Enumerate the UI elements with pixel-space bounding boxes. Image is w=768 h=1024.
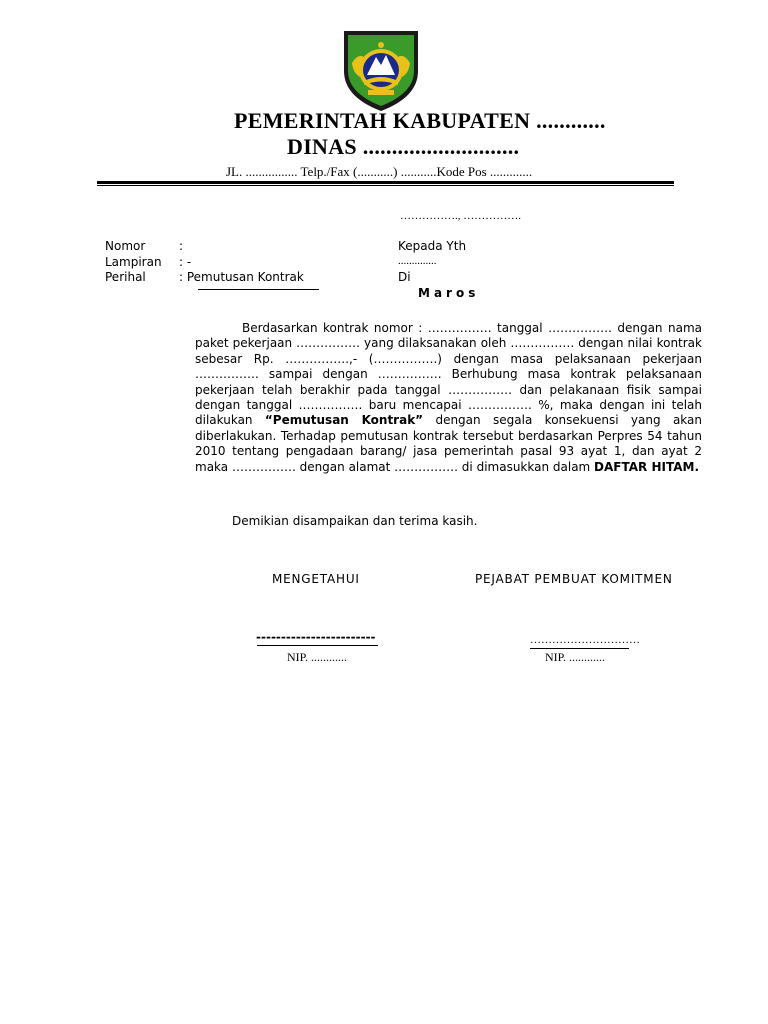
- body-emphasis-termination: “Pemutusan Kontrak”: [264, 413, 424, 428]
- lampiran-label: Lampiran: [105, 255, 162, 269]
- nomor-colon: :: [179, 239, 184, 253]
- signature-right-nip: NIP. ............: [545, 650, 606, 664]
- signature-left-underline: [257, 645, 378, 646]
- letter-date: ……………., …………….: [400, 210, 521, 222]
- recipient-name: ..............: [398, 255, 437, 267]
- letterhead-divider-thin: [97, 185, 674, 186]
- letterhead-title-government: PEMERINTAH KABUPATEN ............: [234, 108, 606, 133]
- body-paragraph: [195, 321, 702, 475]
- signature-left-title: MENGETAHUI: [272, 572, 360, 586]
- recipient-di: Di: [398, 270, 411, 284]
- signature-right-title: PEJABAT PEMBUAT KOMITMEN: [475, 572, 673, 586]
- perihal-value: : Pemutusan Kontrak: [179, 270, 304, 284]
- signature-left-name: ------------------------: [256, 630, 376, 644]
- signature-right-name: …………………………: [530, 634, 640, 646]
- body-text-part2: dengan segala konsekuensi yang akan diberlakukan. Terhadap pemutusan kontrak tersebut berdasarkan Perpres 54 tahun 2010 tentang pengadaan barang/ jasa pemerintah pasal 93 ayat 1, dan ayat 2 maka ……………. dengan alamat ……………. di dimasukkan dalam: [195, 413, 703, 474]
- perihal-underline: [198, 289, 319, 290]
- signature-left-nip: NIP. ............: [287, 650, 348, 664]
- letterhead-address: JL. ................ Telp./Fax (...........) ...........Kode Pos .............: [226, 164, 533, 179]
- letter-body: [195, 321, 702, 475]
- letterhead-title-agency: DINAS ...........................: [287, 134, 520, 159]
- recipient-salutation: Kepada Yth: [398, 239, 467, 253]
- closing-remark: Demikian disampaikan dan terima kasih.: [232, 514, 478, 528]
- perihal-label: Perihal: [105, 270, 146, 284]
- body-blacklist: DAFTAR HITAM.: [594, 459, 699, 474]
- recipient-city: Maros: [418, 286, 480, 300]
- regency-emblem-logo: [338, 27, 424, 113]
- body-text-part1: Berdasarkan kontrak nomor : ……………. tanggal ……………. dengan nama paket pekerjaan ……………. yang dilaksanakan oleh ……………. dengan nilai kontrak sebesar Rp. …………….,- (…………….) dengan masa pelaksanaan pekerjaan ……………. sampai dengan ……………. Berhubung masa kontrak pelaksanaan pekerjaan telah berakhir pada tanggal ……………. dan pelakanaan fisik sampai dengan tanggal ……………. baru mencapai ……………. %, maka dengan ini telah dilakukan: [195, 321, 702, 428]
- letterhead-divider-thick: [97, 181, 674, 184]
- nomor-label: Nomor: [105, 239, 146, 253]
- signature-right-underline: [530, 648, 629, 649]
- lampiran-value: : -: [179, 255, 192, 269]
